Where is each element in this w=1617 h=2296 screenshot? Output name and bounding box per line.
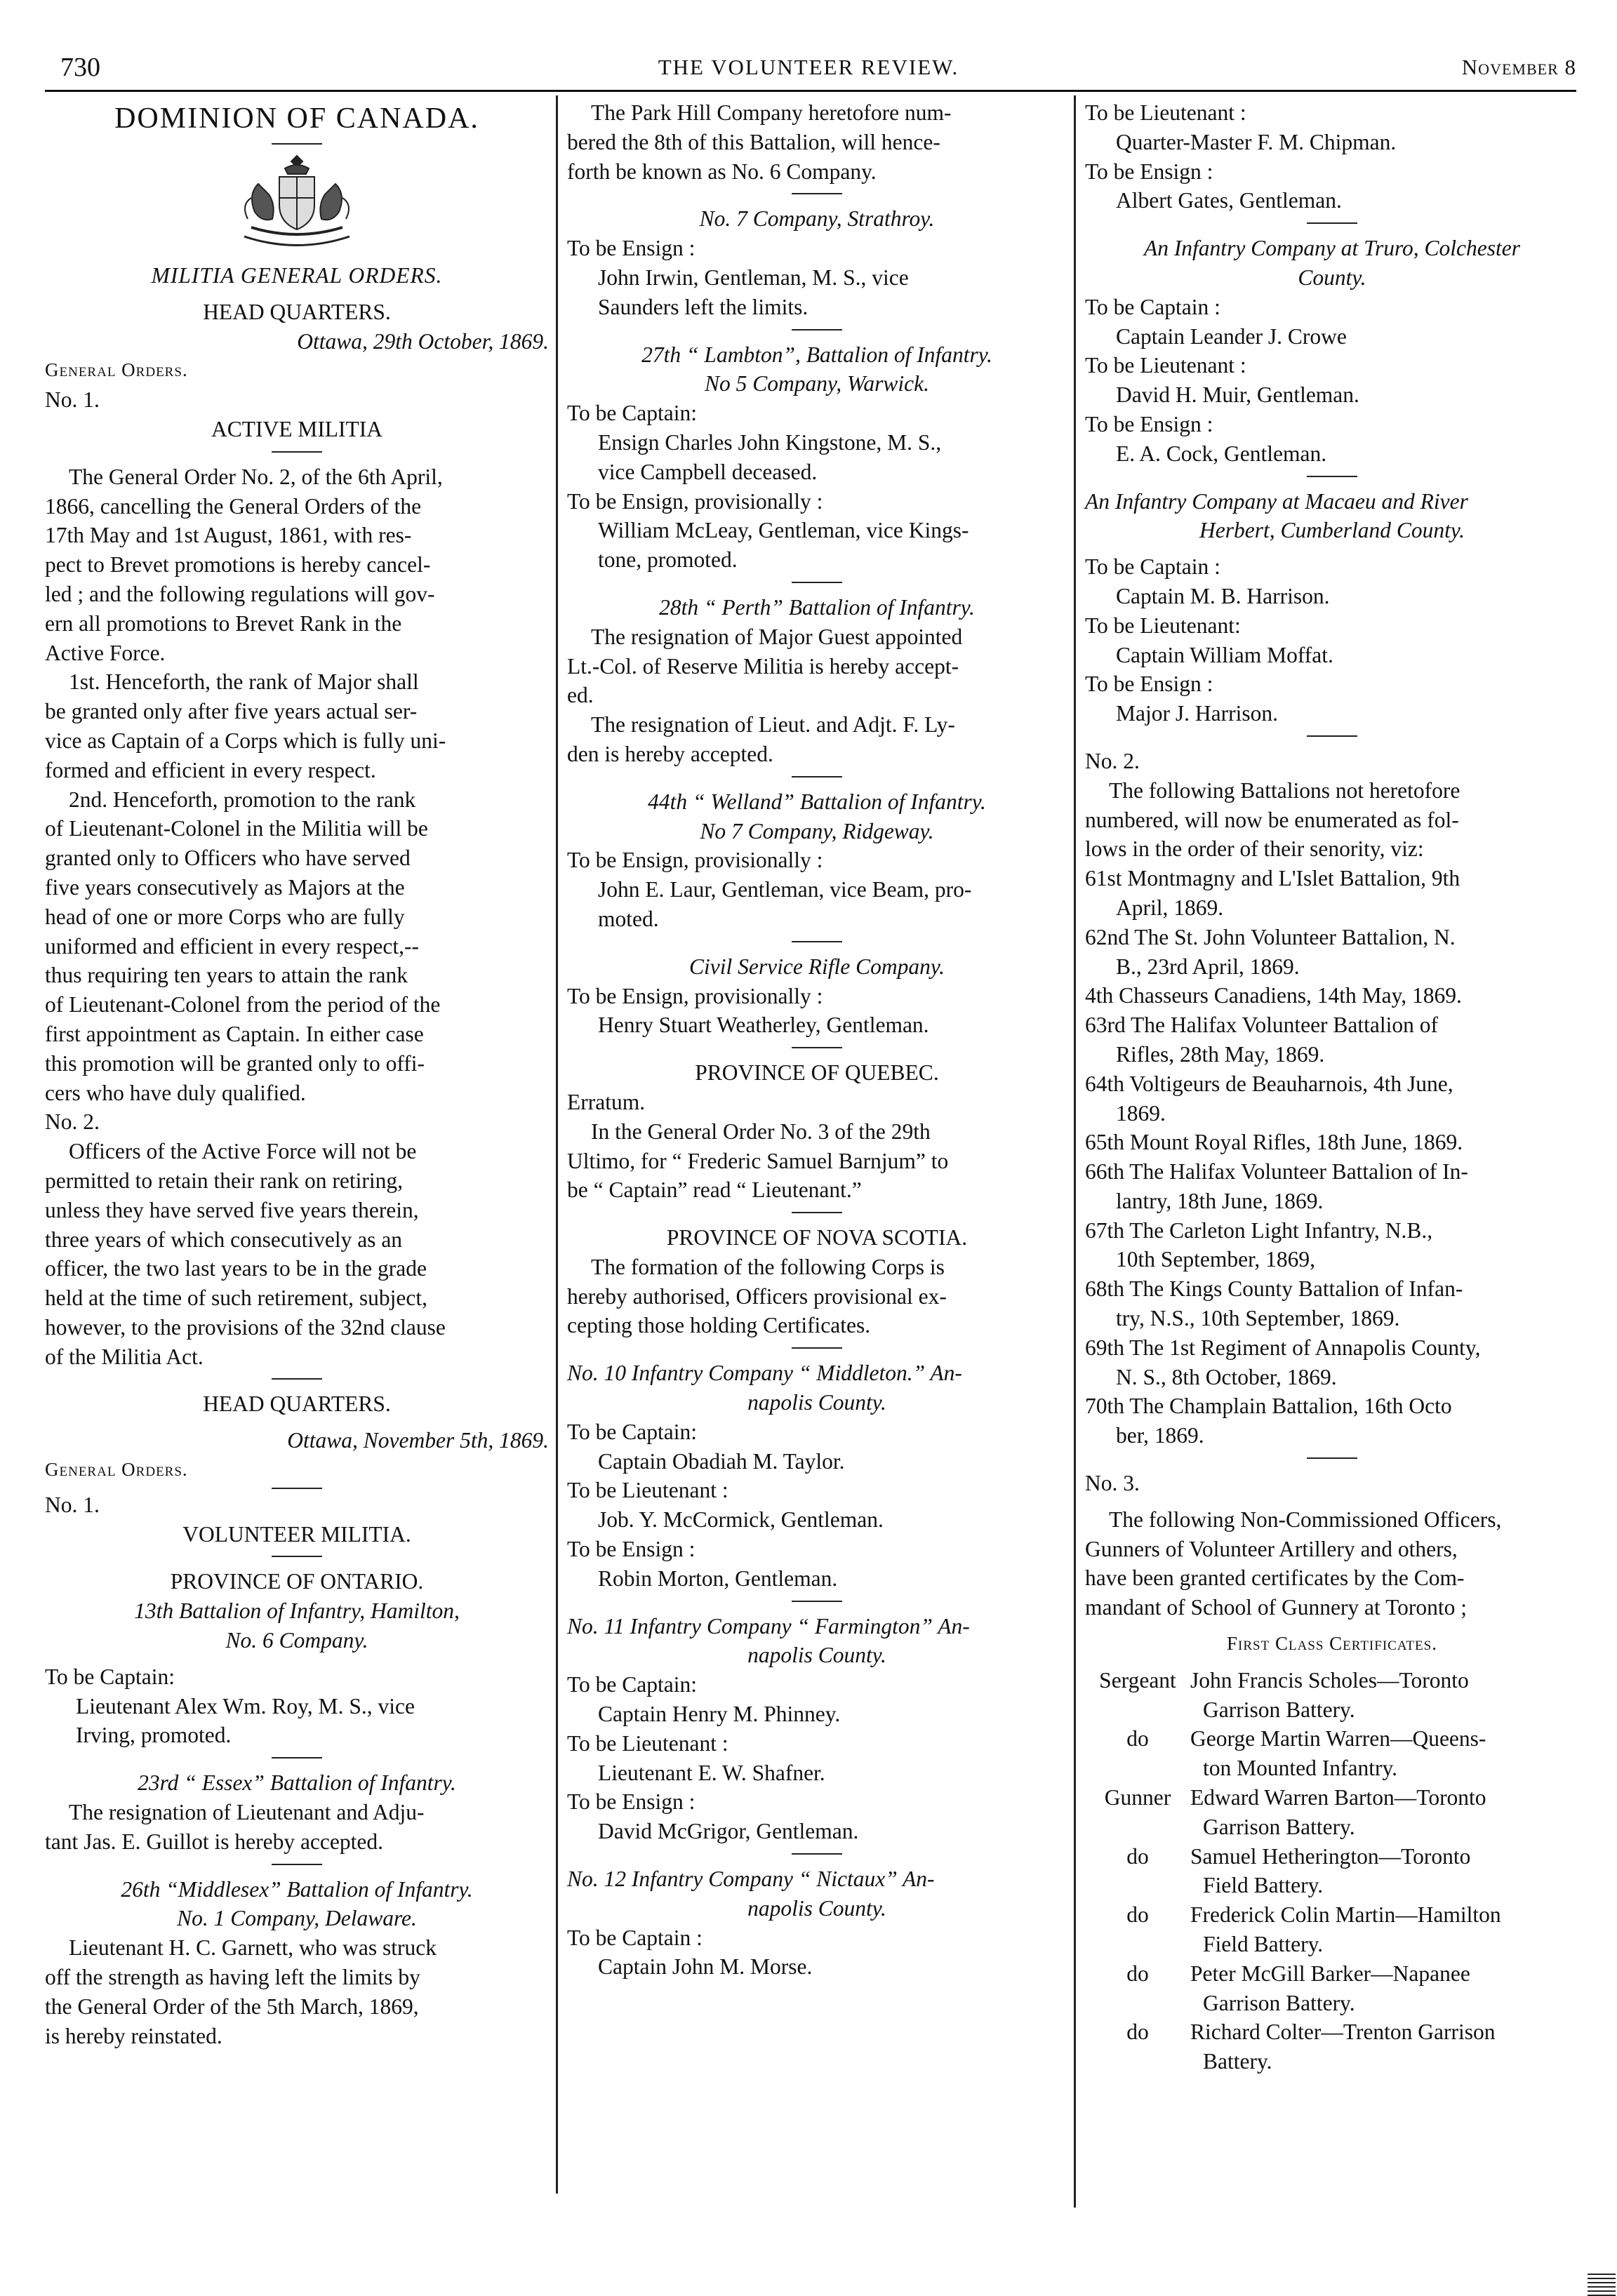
- section-heading: PROVINCE OF ONTARIO.: [170, 1569, 424, 1594]
- appointee: Saunders left the limits.: [598, 294, 808, 319]
- paragraph: The Park Hill Company heretofore num-: [591, 100, 952, 125]
- masthead: DOMINION OF CANADA.: [114, 102, 479, 135]
- section-heading: HEAD QUARTERS.: [203, 299, 391, 324]
- paragraph: 2nd. Henceforth, promotion to the rank of Lieutenant-Colonel in the Militia will be granted only to Officers who have served five years consecutively as Majors at the head of one or more Corps who are fully uniformed and efficient in every respect,-- thus requiring ten years to attain the rank of Lieutenant-Colonel from the period of the first appointment as Captain. In either case this promotion will be granted only to offi- cers who have duly qualified.: [45, 787, 441, 1105]
- rank: do: [1126, 2020, 1149, 2045]
- holder: Samuel Hetherington—Toronto: [1190, 1843, 1471, 1869]
- battalion-entry: 4th Chasseurs Canadiens, 14th May, 1869.: [1085, 983, 1462, 1008]
- battalion-entry: 69th The 1st Regiment of Annapolis County,: [1085, 1335, 1481, 1360]
- battalion-entry-cont: N. S., 8th October, 1869.: [1116, 1364, 1337, 1389]
- divider: [1307, 735, 1357, 737]
- section-heading: PROVINCE OF NOVA SCOTIA.: [666, 1225, 968, 1250]
- divider: [1307, 1457, 1357, 1459]
- unit-heading: napolis County.: [747, 1643, 886, 1668]
- rank: do: [1126, 1961, 1149, 1986]
- appointment-label: To be Captain:: [567, 401, 698, 426]
- scan-edge-mark: [1588, 2271, 1616, 2296]
- appointee: Captain Leander J. Crowe: [1116, 323, 1347, 349]
- appointee: Major J. Harrison.: [1116, 701, 1278, 726]
- battalion-entry: 70th The Champlain Battalion, 16th Octo: [1085, 1394, 1452, 1419]
- column-2: [567, 98, 1067, 1982]
- appointment-label: To be Lieutenant :: [567, 1478, 728, 1503]
- appointee: vice Campbell deceased.: [598, 459, 818, 484]
- holder: Peter McGill Barker—Napanee: [1190, 1961, 1470, 1986]
- unit-heading: No. 1 Company, Delaware.: [177, 1906, 417, 1931]
- appointee: E. A. Cock, Gentleman.: [1116, 441, 1327, 466]
- page-number: 730: [60, 53, 100, 82]
- holder: Edward Warren Barton—Toronto: [1190, 1785, 1486, 1810]
- appointee: tone, promoted.: [598, 547, 738, 573]
- battalion-entry-cont: ber, 1869.: [1116, 1423, 1204, 1448]
- unit: Garrison Battery.: [1203, 1990, 1355, 2015]
- section-heading: HEAD QUARTERS.: [203, 1391, 391, 1417]
- appointment-label: To be Captain:: [567, 1419, 698, 1444]
- appointment-label: To be Ensign :: [1085, 672, 1213, 697]
- battalion-entry-cont: lantry, 18th June, 1869.: [1116, 1188, 1324, 1213]
- battalion-list: [1085, 864, 1579, 1450]
- rank: do: [1126, 1902, 1149, 1928]
- appointment-label: To be Captain:: [45, 1664, 175, 1689]
- unit-heading: 23rd “ Essex” Battalion of Infantry.: [138, 1770, 456, 1796]
- battalion-entry: 62nd The St. John Volunteer Battalion, N.: [1085, 924, 1456, 949]
- paragraph: the General Order of the 5th March, 1869,: [45, 1994, 419, 2019]
- unit-heading: Herbert, Cumberland County.: [1199, 518, 1465, 543]
- divider: [792, 941, 842, 942]
- dateline: Ottawa, November 5th, 1869.: [287, 1428, 549, 1453]
- battalion-entry-cont: 10th September, 1869,: [1116, 1247, 1315, 1272]
- battalion-entry-cont: 1869.: [1116, 1100, 1166, 1126]
- appointment-label: To be Captain :: [1085, 294, 1220, 319]
- rank: Gunner: [1104, 1785, 1171, 1810]
- battalion-entry: 68th The Kings County Battalion of Infan-: [1085, 1276, 1463, 1302]
- divider: [792, 582, 842, 583]
- divider: [272, 1757, 322, 1758]
- rank: do: [1126, 1726, 1149, 1751]
- divider: [792, 329, 842, 331]
- unit-heading: No 7 Company, Ridgeway.: [700, 818, 934, 843]
- unit-heading: napolis County.: [747, 1895, 886, 1921]
- paragraph: The resignation of Lieut. and Adjt. F. Ly-: [591, 712, 955, 737]
- order-number: No. 2.: [45, 1109, 100, 1135]
- royal-coat-of-arms-icon: [230, 149, 364, 254]
- appointee: Albert Gates, Gentleman.: [1116, 188, 1342, 213]
- appointee: Captain William Moffat.: [1116, 642, 1333, 667]
- paragraph: Lieutenant H. C. Garnett, who was struck: [69, 1935, 437, 1961]
- section-heading: PROVINCE OF QUEBEC.: [695, 1060, 939, 1086]
- divider: [272, 1556, 322, 1557]
- unit-heading: No. 7 Company, Strathroy.: [699, 206, 935, 232]
- battalion-entry-cont: B., 23rd April, 1869.: [1116, 954, 1300, 979]
- appointment-label: To be Ensign :: [567, 1537, 696, 1562]
- appointment-label: To be Ensign :: [567, 236, 696, 261]
- paragraph: tant Jas. E. Guillot is hereby accepted.: [45, 1829, 383, 1854]
- appointment-label: To be Ensign, provisionally :: [567, 488, 823, 514]
- appointee: Captain M. B. Harrison.: [1116, 583, 1330, 608]
- appointee: Captain Obadiah M. Taylor.: [598, 1448, 845, 1474]
- unit-heading: napolis County.: [747, 1390, 886, 1415]
- appointment-label: To be Captain :: [567, 1925, 703, 1950]
- unit: ton Mounted Infantry.: [1203, 1756, 1398, 1781]
- order-number: No. 2.: [1085, 748, 1140, 773]
- unit: Field Battery.: [1203, 1932, 1324, 1957]
- appointee: William McLeay, Gentleman, vice Kings-: [598, 518, 969, 543]
- appointment-label: To be Ensign :: [1085, 159, 1213, 184]
- certificate-row: [1085, 1842, 1579, 1901]
- appointment-label: To be Ensign :: [1085, 411, 1213, 436]
- battalion-entry-cont: Rifles, 28th May, 1869.: [1116, 1041, 1325, 1067]
- paragraph: Gunners of Volunteer Artillery and others,: [1085, 1536, 1458, 1561]
- paragraph: mandant of School of Gunnery at Toronto ;: [1085, 1595, 1467, 1620]
- divider: [272, 1864, 322, 1865]
- unit-heading: 27th “ Lambton”, Battalion of Infantry.: [641, 342, 992, 367]
- divider: [272, 1488, 322, 1489]
- appointment-label: To be Lieutenant :: [1085, 100, 1246, 125]
- appointee: John E. Laur, Gentleman, vice Beam, pro-: [598, 877, 972, 902]
- appointee: moted.: [598, 906, 659, 931]
- divider: [792, 193, 842, 194]
- divider: [792, 1212, 842, 1213]
- battalion-entry: 61st Montmagny and L'Islet Battalion, 9th: [1085, 866, 1460, 891]
- column-3: [1085, 98, 1579, 2076]
- divider: [1307, 222, 1357, 224]
- battalion-entry: 66th The Halifax Volunteer Battalion of In-: [1085, 1159, 1468, 1184]
- appointment-label: To be Ensign, provisionally :: [567, 983, 823, 1008]
- unit-heading: 26th “Middlesex” Battalion of Infantry.: [121, 1876, 473, 1902]
- certificate-row: [1085, 1666, 1579, 1725]
- divider: [792, 1347, 842, 1349]
- paragraph: 1st. Henceforth, the rank of Major shall be granted only after five years actual ser- vice as Captain of a Corps which is fully uni- formed and efficient in every respect.: [45, 669, 446, 782]
- publication-title: THE VOLUNTEER REVIEW.: [658, 55, 959, 79]
- appointment-label: To be Lieutenant :: [567, 1730, 728, 1756]
- header-rule: [45, 90, 1576, 92]
- order-number: No. 3.: [1085, 1471, 1140, 1496]
- divider: [792, 776, 842, 777]
- column-divider: [556, 95, 558, 2194]
- paragraph: In the General Order No. 3 of the 29th: [591, 1119, 931, 1144]
- unit-heading: An Infantry Company at Truro, Colchester: [1143, 236, 1521, 261]
- paragraph: ed.: [567, 683, 594, 708]
- paragraph: be “ Captain” read “ Lieutenant.”: [567, 1177, 862, 1203]
- paragraph: The following Battalions not heretofore: [1109, 777, 1460, 803]
- appointment-label: To be Ensign :: [567, 1789, 696, 1815]
- issue-date: November 8: [1461, 55, 1576, 79]
- certificate-row: [1085, 1783, 1579, 1842]
- appointee: Quarter-Master F. M. Chipman.: [1116, 129, 1397, 154]
- unit-heading: 44th “ Welland” Battalion of Infantry.: [648, 789, 986, 814]
- unit: Battery.: [1203, 2049, 1272, 2074]
- unit-heading: Civil Service Rifle Company.: [689, 954, 945, 979]
- order-number: No. 1.: [45, 387, 100, 413]
- appointee: David H. Muir, Gentleman.: [1116, 382, 1359, 408]
- militia-general-orders-title: MILITIA GENERAL ORDERS.: [151, 263, 443, 288]
- section-heading: ACTIVE MILITIA: [211, 416, 383, 441]
- appointment-label: To be Captain :: [1085, 554, 1220, 580]
- divider: [1307, 476, 1357, 477]
- unit-heading: 13th Battalion of Infantry, Hamilton,: [134, 1598, 460, 1624]
- appointee: Lieutenant E. W. Shafner.: [598, 1760, 825, 1785]
- unit-heading: No. 10 Infantry Company “ Middleton.” An-: [567, 1361, 962, 1386]
- divider: [272, 1378, 322, 1380]
- erratum-label: Erratum.: [567, 1089, 646, 1114]
- divider: [792, 1601, 842, 1602]
- rank: do: [1126, 1843, 1149, 1869]
- unit: Garrison Battery.: [1203, 1814, 1355, 1839]
- appointment-label: To be Ensign, provisionally :: [567, 848, 823, 873]
- appointee: David McGrigor, Gentleman.: [598, 1819, 859, 1844]
- paragraph: Officers of the Active Force will not be permitted to retain their rank on retiring, unless they have served five years therein, three years of which consecutively as an officer, the two last years to be in the grade held at the time of such retirement, subject, however, to the provisions of the 32nd clause of the Militia Act.: [45, 1139, 446, 1369]
- appointment-label: To be Lieutenant :: [1085, 353, 1246, 378]
- general-orders-label: General Orders.: [45, 359, 188, 381]
- appointee: Captain Henry M. Phinney.: [598, 1702, 841, 1727]
- appointee: Robin Morton, Gentleman.: [598, 1566, 838, 1591]
- paragraph: The resignation of Major Guest appointed: [591, 624, 963, 649]
- section-heading: VOLUNTEER MILITIA.: [182, 1521, 411, 1547]
- paragraph: have been granted certificates by the Com-: [1085, 1566, 1465, 1591]
- rank: Sergeant: [1099, 1667, 1176, 1693]
- column-divider: [1074, 95, 1076, 2208]
- unit-heading: No. 6 Company.: [225, 1628, 368, 1653]
- paragraph: numbered, will now be enumerated as fol-: [1085, 807, 1459, 832]
- paragraph: The General Order No. 2, of the 6th April, 1866, cancelling the General Orders of the 17th May and 1st August, 1861, with res- pect to Brevet promotions is hereby cancel- led ; and the following regulations will gov- ern all promotions to Brevet Rank in the Active Force.: [45, 464, 443, 665]
- appointee: Ensign Charles John Kingstone, M. S.,: [598, 429, 942, 455]
- paragraph: off the strength as having left the limits by: [45, 1965, 420, 1990]
- certificate-list: [1085, 1666, 1579, 2076]
- paragraph: The formation of the following Corps is: [591, 1254, 945, 1279]
- unit-heading: No. 11 Infantry Company “ Farmington” An-: [567, 1613, 970, 1638]
- order-number: No. 1.: [45, 1492, 100, 1517]
- battalion-entry-cont: try, N.S., 10th September, 1869.: [1116, 1306, 1400, 1331]
- certificate-row: [1085, 2017, 1579, 2076]
- appointee: Lieutenant Alex Wm. Roy, M. S., vice: [76, 1693, 415, 1718]
- appointee: John Irwin, Gentleman, M. S., vice: [598, 265, 909, 290]
- paragraph: hereby authorised, Officers provisional ex-: [567, 1283, 947, 1309]
- paragraph: The resignation of Lieutenant and Adju-: [69, 1800, 425, 1825]
- appointee: Job. Y. McCormick, Gentleman.: [598, 1507, 884, 1533]
- paragraph: cepting those holding Certificates.: [567, 1313, 871, 1338]
- unit-heading: County.: [1298, 265, 1366, 290]
- divider: [792, 1853, 842, 1855]
- dateline: Ottawa, 29th October, 1869.: [297, 328, 549, 354]
- general-orders-label: General Orders.: [45, 1459, 188, 1481]
- divider: [272, 451, 322, 453]
- holder: Frederick Colin Martin—Hamilton: [1190, 1902, 1501, 1928]
- column-1: [45, 98, 549, 2050]
- certificates-heading: First Class Certificates.: [1227, 1633, 1437, 1655]
- paragraph: bered the 8th of this Battalion, will hence-: [567, 129, 940, 154]
- paragraph: forth be known as No. 6 Company.: [567, 159, 877, 184]
- unit: Field Battery.: [1203, 1873, 1324, 1898]
- battalion-entry: 63rd The Halifax Volunteer Battalion of: [1085, 1013, 1439, 1038]
- appointee: Captain John M. Morse.: [598, 1954, 813, 1980]
- battalion-entry: 65th Mount Royal Rifles, 18th June, 1869.: [1085, 1130, 1463, 1155]
- appointment-label: To be Captain:: [567, 1672, 698, 1697]
- appointment-label: To be Lieutenant:: [1085, 613, 1241, 638]
- battalion-entry: 67th The Carleton Light Infantry, N.B.,: [1085, 1217, 1433, 1243]
- holder: George Martin Warren—Queens-: [1190, 1726, 1486, 1751]
- battalion-entry-cont: April, 1869.: [1116, 895, 1224, 920]
- divider: [792, 1047, 842, 1048]
- divider: [272, 143, 322, 145]
- paragraph: The following Non-Commissioned Officers,: [1109, 1507, 1502, 1532]
- unit: Garrison Battery.: [1203, 1697, 1355, 1722]
- unit-heading: An Infantry Company at Macaeu and River: [1085, 488, 1468, 514]
- holder: John Francis Scholes—Toronto: [1190, 1667, 1469, 1693]
- holder: Richard Colter—Trenton Garrison: [1190, 2020, 1496, 2045]
- certificate-row: [1085, 1900, 1579, 1959]
- unit-heading: 28th “ Perth” Battalion of Infantry.: [659, 594, 975, 620]
- appointee: Irving, promoted.: [76, 1723, 232, 1748]
- unit-heading: No. 12 Infantry Company “ Nictaux” An-: [567, 1867, 935, 1892]
- paragraph: is hereby reinstated.: [45, 2023, 222, 2048]
- appointee: Henry Stuart Weatherley, Gentleman.: [598, 1013, 929, 1038]
- paragraph: lows in the order of their senority, viz:: [1085, 836, 1424, 862]
- paragraph: den is hereby accepted.: [567, 741, 773, 766]
- paragraph: Ultimo, for “ Frederic Samuel Barnjum” to: [567, 1148, 949, 1173]
- paragraph: Lt.-Col. of Reserve Militia is hereby accept-: [567, 653, 959, 679]
- certificate-row: [1085, 1724, 1579, 1783]
- unit-heading: No 5 Company, Warwick.: [705, 371, 929, 396]
- certificate-row: [1085, 1959, 1579, 2018]
- battalion-entry: 64th Voltigeurs de Beauharnois, 4th June,: [1085, 1071, 1453, 1096]
